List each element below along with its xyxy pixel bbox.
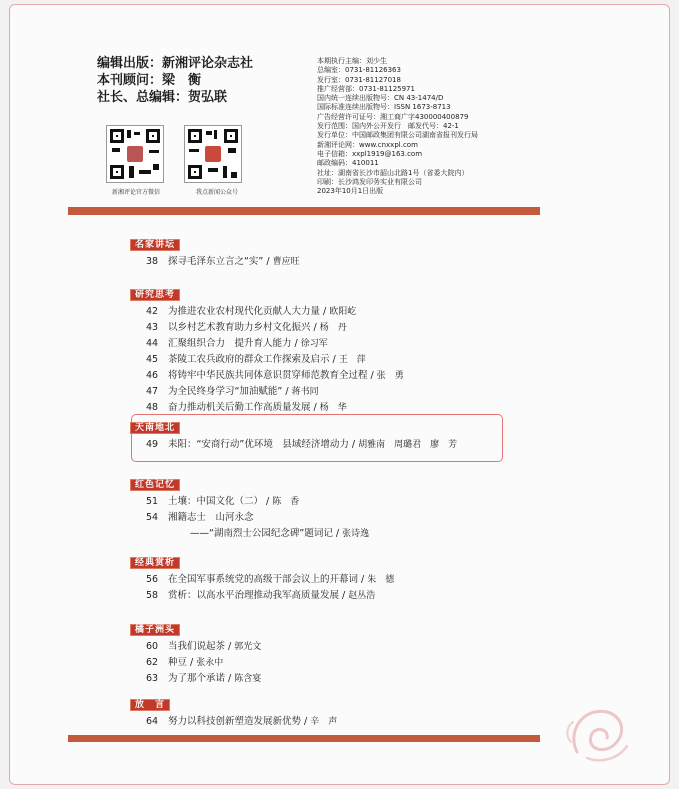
separator: / xyxy=(332,528,343,539)
entry-title: 探寻毛泽东立言之“实” xyxy=(168,256,264,267)
info-line: 总编室：0731-81126363 xyxy=(317,66,401,75)
entry-author: 朱 德 xyxy=(367,575,395,585)
entry-title: 为推进农业农村现代化贡献人大力量 xyxy=(168,306,321,317)
entry-title: 汇聚组织合力 提升育人能力 xyxy=(168,338,292,349)
info-line: 2023年10月1日出版 xyxy=(317,187,384,196)
toc-section xyxy=(130,472,369,542)
page-number: 43 xyxy=(146,322,159,333)
separator: / xyxy=(263,496,273,507)
editor-line: 社长、总编辑：贺弘联 xyxy=(97,90,228,105)
page-number: 60 xyxy=(146,641,159,652)
section-badge: 经典赏析 xyxy=(130,557,180,569)
section-badge: 名家讲坛 xyxy=(130,239,180,251)
publication-info xyxy=(317,57,478,196)
separator: / xyxy=(339,590,349,601)
publisher-line: 编辑出版：新湘评论杂志社 xyxy=(97,56,254,71)
toc-entry[interactable] xyxy=(130,320,404,336)
entry-title: 将铸牢中华民族共同体意识贯穿师范教育全过程 xyxy=(168,370,368,381)
toc-section xyxy=(130,692,337,730)
entry-author: 辛 声 xyxy=(310,717,338,727)
entry-title: 赏析：以高水平治理推动我军高质量发展 xyxy=(168,590,340,601)
entry-title: 为全民终身学习“加油赋能” xyxy=(168,386,283,397)
section-badge: 红色记忆 xyxy=(130,479,180,491)
separator: / xyxy=(291,338,301,349)
entry-author: 张 勇 xyxy=(376,371,404,381)
entry-author: 欧阳屹 xyxy=(329,307,357,317)
info-line: 本期执行主编：刘少生 xyxy=(317,57,387,65)
entry-title: 以乡村艺术教育助力乡村文化振兴 xyxy=(168,322,311,333)
entry-author: 张诗逸 xyxy=(342,529,370,539)
entry-author: 赵丛浩 xyxy=(348,591,376,601)
entry-author: 陈含宴 xyxy=(234,674,262,684)
entry-title: 努力以科技创新塑造发展新优势 xyxy=(168,716,302,727)
separator: / xyxy=(320,306,330,317)
separator: / xyxy=(225,641,235,652)
toc-entry[interactable] xyxy=(130,714,337,730)
entry-title: 种豆 xyxy=(168,657,188,668)
page-number: 64 xyxy=(146,716,159,727)
toc-entry[interactable] xyxy=(130,304,404,320)
separator: / xyxy=(263,256,273,267)
toc-entry[interactable] xyxy=(130,254,300,270)
toc-entry[interactable] xyxy=(130,671,261,687)
page-number: 56 xyxy=(146,574,159,585)
info-line: 国内统一连续出版物号：CN 43-1474/D xyxy=(317,94,444,103)
toc-entry[interactable] xyxy=(130,526,369,542)
toc-section xyxy=(130,232,300,270)
page-number: 42 xyxy=(146,306,159,317)
toc-section xyxy=(130,617,261,687)
toc-entry[interactable] xyxy=(130,655,261,671)
section-badge: 天南地北 xyxy=(130,422,180,434)
page-number: 48 xyxy=(146,402,159,413)
entry-author: 杨 丹 xyxy=(319,323,347,333)
entry-author: 杨 华 xyxy=(319,403,347,413)
info-line: 发行室：0731-81127018 xyxy=(317,75,401,84)
toc-section xyxy=(130,415,457,453)
toc-entry[interactable] xyxy=(130,352,404,368)
page-number: 46 xyxy=(146,370,159,381)
page-number: 47 xyxy=(146,386,159,397)
separator: / xyxy=(282,386,292,397)
info-line: 电子信箱：xxpl1919@163.com xyxy=(317,149,423,158)
entry-author: 徐习军 xyxy=(300,339,328,349)
entry-title: ——“湖南烈士公园纪念碑”题词记 xyxy=(190,528,333,539)
bottom-divider-bar xyxy=(68,735,540,742)
masthead xyxy=(97,55,253,106)
entry-title: 茶陵工农兵政府的群众工作探索及启示 xyxy=(168,354,330,365)
toc-section xyxy=(130,550,394,604)
info-line: 新湘评论网：www.cnxxpl.com xyxy=(317,140,418,149)
toc-entry[interactable] xyxy=(130,336,404,352)
qr-code-icon xyxy=(184,125,242,183)
entry-author: 胡雅南 周璐君 廖 芳 xyxy=(358,440,458,450)
separator: / xyxy=(329,354,339,365)
toc-entry[interactable] xyxy=(130,639,261,655)
entry-title: 为了那个承诺 xyxy=(168,673,226,684)
toc-section xyxy=(130,282,404,416)
entry-author: 陈 香 xyxy=(272,497,300,507)
separator: / xyxy=(358,574,368,585)
toc-entry[interactable] xyxy=(130,368,404,384)
entry-author: 郭光文 xyxy=(234,642,262,652)
page-number: 38 xyxy=(146,256,159,267)
entry-title: 湘籍志士 山河永念 xyxy=(168,512,254,523)
info-line: 社址：湖南省长沙市韶山北路1号（省委大院内） xyxy=(317,168,469,177)
separator: / xyxy=(187,657,197,668)
info-line: 推广经营部：0731-81125971 xyxy=(317,84,415,93)
page-number: 44 xyxy=(146,338,159,349)
separator: / xyxy=(310,322,320,333)
toc-entry[interactable] xyxy=(130,384,404,400)
page-number: 63 xyxy=(146,673,159,684)
toc-entry[interactable] xyxy=(130,510,369,526)
page-number: 62 xyxy=(146,657,159,668)
page-number: 54 xyxy=(146,512,159,523)
page-number: 49 xyxy=(146,439,159,450)
info-line: 国际标准连续出版物号：ISSN 1673-8713 xyxy=(317,103,451,112)
info-line: 发行范围：国内外公开发行 邮发代号：42-1 xyxy=(317,122,459,131)
qr-caption: 新湘评论官方微信 xyxy=(112,189,161,196)
info-line: 广告经营许可证号：湘工商广字430000400879 xyxy=(317,112,469,121)
toc-entry[interactable] xyxy=(130,437,457,453)
toc-entry[interactable] xyxy=(130,400,404,416)
page-number: 45 xyxy=(146,354,159,365)
section-badge: 橘子洲头 xyxy=(130,624,180,636)
entry-author: 王 萍 xyxy=(338,355,366,365)
toc-entry[interactable] xyxy=(130,494,369,510)
info-line: 印刷：长沙鸿发印务实业有限公司 xyxy=(317,177,422,186)
entry-title: 奋力推动机关后勤工作高质量发展 xyxy=(168,402,311,413)
toc-entry[interactable] xyxy=(130,572,394,588)
separator: / xyxy=(348,439,359,450)
section-badge: 研究思考 xyxy=(130,289,180,301)
entry-title: 在全国军事系统党的高级干部会议上的开幕词 xyxy=(168,574,359,585)
qr-code-icon xyxy=(106,125,164,183)
section-badge: 放 言 xyxy=(130,699,170,711)
entry-title: 耒阳：“安商行动”优环境 县域经济增动力 xyxy=(168,439,349,450)
info-line: 邮政编码：410011 xyxy=(317,159,379,168)
separator: / xyxy=(310,402,320,413)
entry-author: 张永中 xyxy=(196,658,224,668)
separator: / xyxy=(367,370,377,381)
entry-author: 蒋书同 xyxy=(291,387,319,397)
separator: / xyxy=(301,716,311,727)
qr-caption: 我点新闻公众号 xyxy=(196,189,239,196)
top-divider-bar xyxy=(68,207,540,215)
separator: / xyxy=(225,673,235,684)
phoenix-watermark-icon xyxy=(557,692,637,772)
page-number: 58 xyxy=(146,590,159,601)
entry-title: 土壤：中国文化（二） xyxy=(168,496,264,507)
entry-author: 曹应旺 xyxy=(272,257,300,267)
page-number: 51 xyxy=(146,496,159,507)
info-line: 发行单位：中国邮政集团有限公司湖南省报刊发行局 xyxy=(317,131,478,140)
entry-title: 当我们说起茶 xyxy=(168,641,226,652)
toc-entry[interactable] xyxy=(130,588,394,604)
advisor-line: 本刊顾问：梁 衡 xyxy=(97,73,202,88)
